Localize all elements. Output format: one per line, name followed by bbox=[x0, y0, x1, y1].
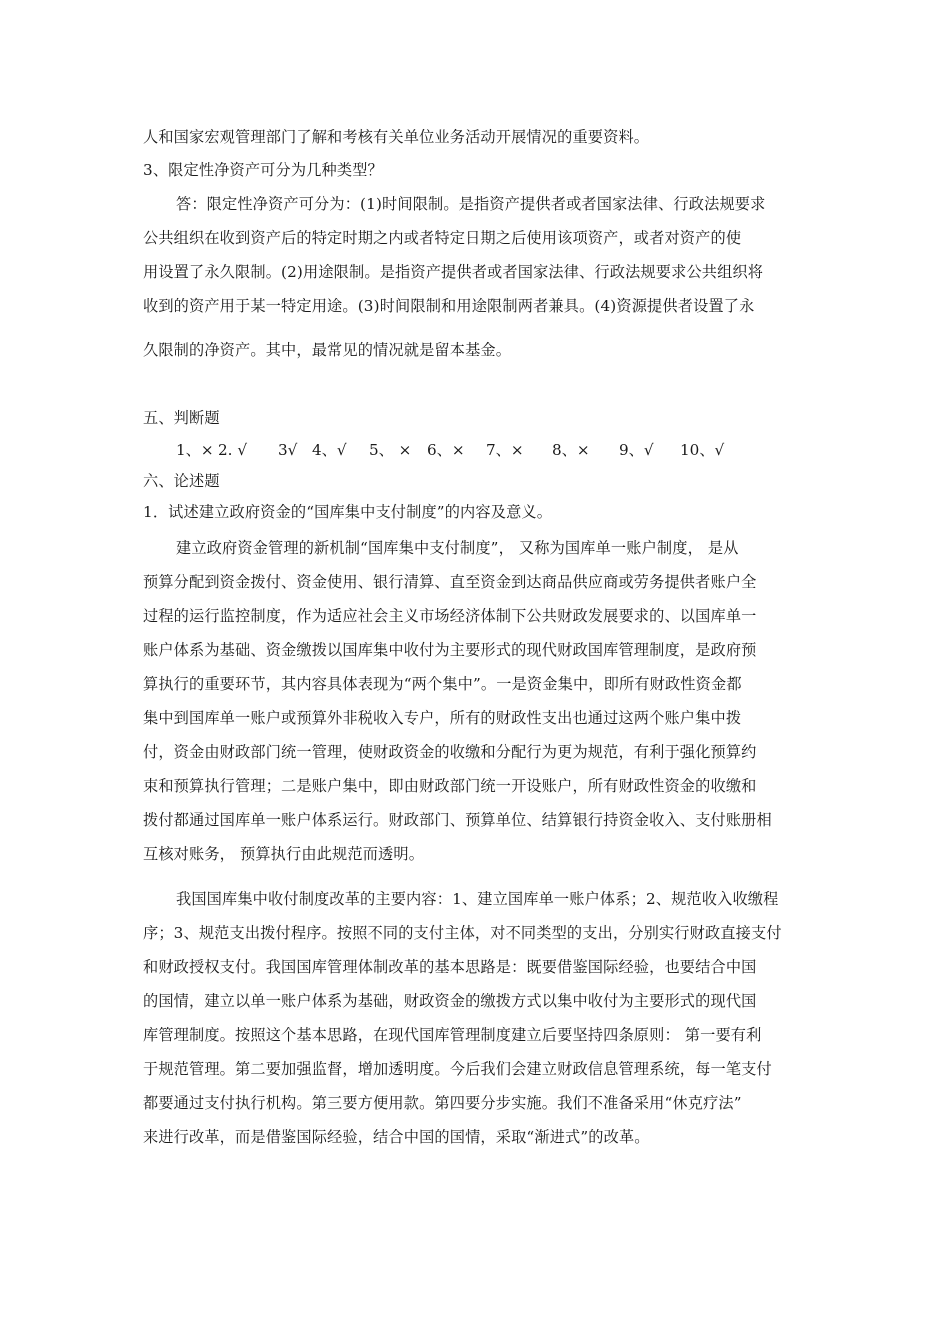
judgement-answer: 3√ bbox=[278, 441, 298, 459]
judgement-answer: 9、√ bbox=[619, 441, 654, 459]
essay-para1-line: 账户体系为基础、资金缴拨以国库集中收付为主要形式的现代财政国库管理制度，是政府预 bbox=[143, 641, 757, 659]
essay-para1-line: 拨付都通过国库单一账户体系运行。财政部门、预算单位、结算银行持资金收入、支付账册相 bbox=[143, 811, 772, 829]
judgement-answer: 1、× bbox=[176, 441, 214, 459]
q3-answer-line: 用设置了永久限制。(2)用途限制。是指资产提供者或者国家法律、行政法规要求公共组织将 bbox=[143, 263, 764, 281]
judgement-answer: 5、 × bbox=[369, 441, 412, 459]
essay-para2-line: 库管理制度。按照这个基本思路，在现代国库管理制度建立后要坚持四条原则： 第一要有利 bbox=[143, 1026, 762, 1044]
judgement-answer: 8、× bbox=[552, 441, 590, 459]
judgement-answer: 10、√ bbox=[680, 441, 725, 459]
essay-question-1-title: 1．试述建立政府资金的“国库集中支付制度”的内容及意义。 bbox=[143, 503, 553, 521]
essay-para1-line: 付，资金由财政部门统一管理，使财政资金的收缴和分配行为更为规范，有利于强化预算约 bbox=[143, 743, 757, 761]
essay-para1-line: 建立政府资金管理的新机制“国库集中支付制度”， 又称为国库单一账户制度， 是从 bbox=[176, 539, 739, 557]
section-6-title: 六、论述题 bbox=[143, 472, 220, 490]
judgement-answer: 7、× bbox=[486, 441, 524, 459]
q3-answer-line: 公共组织在收到资产后的特定时期之内或者特定日期之后使用该项资产，或者对资产的使 bbox=[143, 229, 742, 247]
essay-para2-line: 和财政授权支付。我国国库管理体制改革的基本思路是：既要借鉴国际经验，也要结合中国 bbox=[143, 958, 757, 976]
q3-answer-line: 久限制的净资产。其中，最常见的情况就是留本基金。 bbox=[143, 341, 512, 359]
essay-para1-line: 集中到国库单一账户或预算外非税收入专户，所有的财政性支出也通过这两个账户集中拨 bbox=[143, 709, 742, 727]
essay-para2-line: 序；3、规范支出拨付程序。按照不同的支付主体，对不同类型的支出，分别实行财政直接支付 bbox=[143, 924, 782, 942]
q3-answer-line: 收到的资产用于某一特定用途。(3)时间限制和用途限制两者兼具。(4)资源提供者设置了永 bbox=[143, 297, 755, 315]
judgement-answer: 4、√ bbox=[312, 441, 347, 459]
essay-para1-line: 预算分配到资金拨付、资金使用、银行清算、直至资金到达商品供应商或劳务提供者账户全 bbox=[143, 573, 757, 591]
judgement-answer: 2. √ bbox=[218, 441, 247, 459]
paragraph-line: 人和国家宏观管理部门了解和考核有关单位业务活动开展情况的重要资料。 bbox=[143, 128, 650, 146]
essay-para2-line: 都要通过支付执行机构。第三要方便用款。第四要分步实施。我们不准备采用“休克疗法” bbox=[143, 1094, 742, 1112]
q3-answer-line: 答：限定性净资产可分为：(1)时间限制。是指资产提供者或者国家法律、行政法规要求 bbox=[176, 195, 766, 213]
essay-para2-line: 于规范管理。第二要加强监督，增加透明度。今后我们会建立财政信息管理系统，每一笔支付 bbox=[143, 1060, 772, 1078]
judgement-answer: 6、× bbox=[427, 441, 465, 459]
section-5-title: 五、判断题 bbox=[143, 409, 220, 427]
essay-para1-line: 算执行的重要环节，其内容具体表现为“两个集中”。一是资金集中，即所有财政性资金都 bbox=[143, 675, 742, 693]
essay-para2-line: 我国国库集中收付制度改革的主要内容：1、建立国库单一账户体系；2、规范收入收缴程 bbox=[176, 890, 779, 908]
question-3-title: 3、限定性净资产可分为几种类型？ bbox=[143, 161, 383, 179]
essay-para1-line: 互核对账务， 预算执行由此规范而透明。 bbox=[143, 845, 425, 863]
essay-para1-line: 束和预算执行管理；二是账户集中，即由财政部门统一开设账户，所有财政性资金的收缴和 bbox=[143, 777, 757, 795]
essay-para2-line: 的国情，建立以单一账户体系为基础，财政资金的缴拨方式以集中收付为主要形式的现代国 bbox=[143, 992, 757, 1010]
essay-para1-line: 过程的运行监控制度，作为适应社会主义市场经济体制下公共财政发展要求的、以国库单一 bbox=[143, 607, 757, 625]
essay-para2-line: 来进行改革，而是借鉴国际经验，结合中国的国情，采取“渐进式”的改革。 bbox=[143, 1128, 650, 1146]
